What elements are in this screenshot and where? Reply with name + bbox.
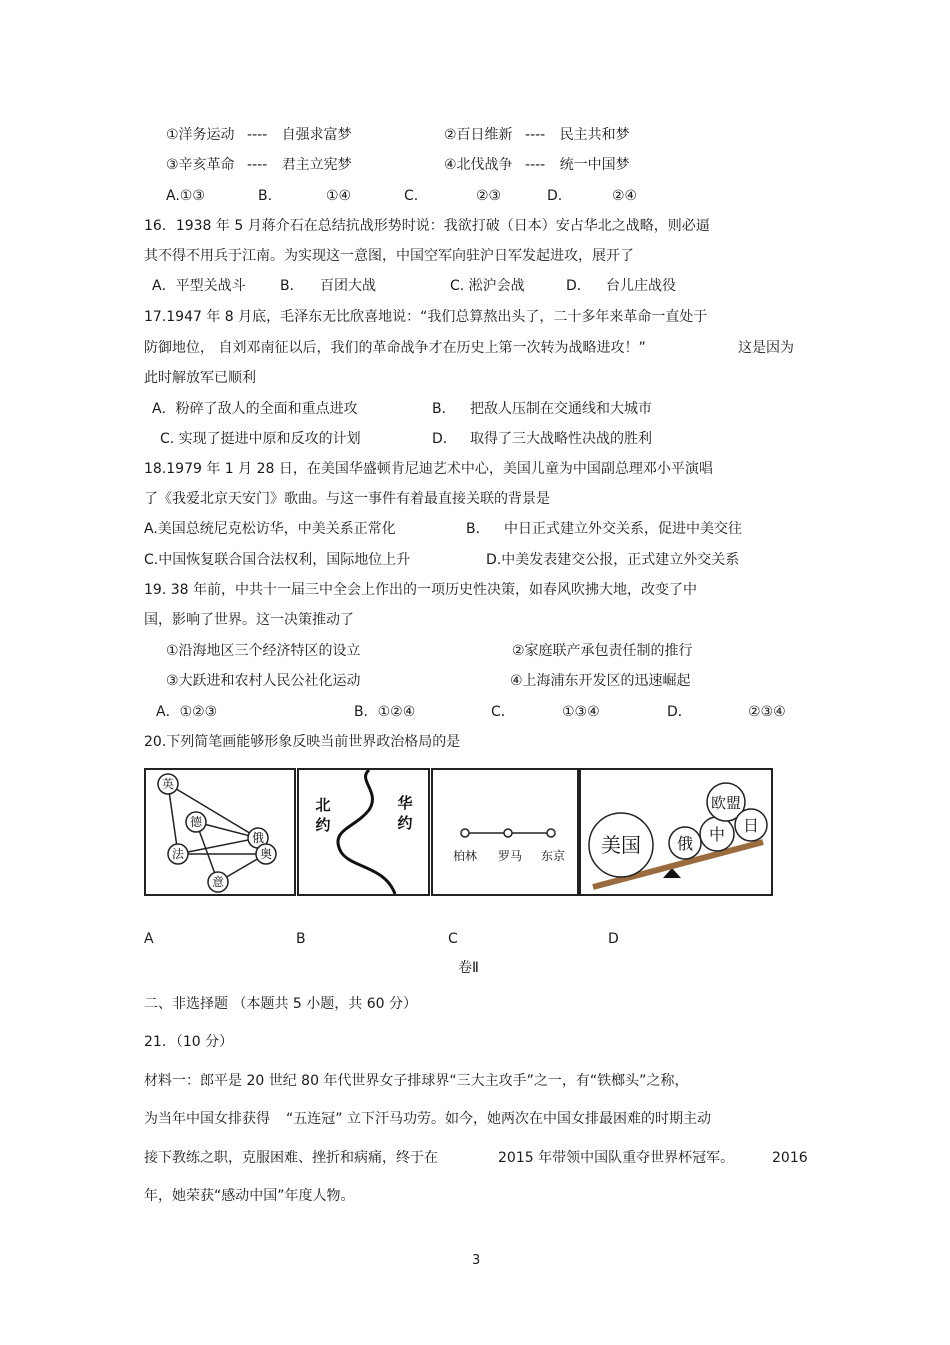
q18-stem-line1: 18.1979 年 1 月 28 日，在美国华盛顿肯尼迪艺术中心，美国儿童为中国副总理邓小平演唱 (144, 461, 713, 477)
q21-material-line2a: 为当年中国女排获得 (144, 1111, 270, 1127)
q15-option-d-label: D. (547, 188, 563, 204)
q19-option-d: ②③④ (748, 704, 786, 720)
figure-a-graphic (146, 770, 294, 894)
q16-stem-line2: 其不得不用兵于江南。为实现这一意图，中国空军向驻沪日军发起进攻，展开了 (144, 248, 634, 264)
q15-item-4-sep: ---- (525, 157, 546, 173)
q15-item-1-num: ①洋务运动 (166, 127, 235, 143)
figure-b-right-char1: 华 (397, 794, 413, 812)
q18-stem-line2: 了《我爱北京天安门》歌曲。与这一事件有着最直接关联的背景是 (144, 491, 550, 507)
q19-option-c: ①③④ (562, 704, 600, 720)
figure-b-graphic (299, 770, 428, 894)
q15-item-3-sep: ---- (247, 157, 268, 173)
q17-stem-line2: 防御地位， 自刘邓南征以后，我们的革命战争才在历史上第一次转为战略进攻！” (144, 340, 646, 356)
q15-item-1-text: 自强求富梦 (281, 127, 352, 143)
q17-option-b: 把敌人压制在交通线和大城市 (470, 401, 652, 417)
q16-option-d-label: D． (566, 278, 591, 294)
q19-item-4: ④上海浦东开发区的迅速崛起 (510, 673, 691, 689)
q19-stem-line1: 19. 38 年前，中共十一届三中全会上作出的一项历史性决策，如春风吹拂大地，改变了中 (144, 582, 697, 598)
q18-option-b: 中日正式建立外交关系，促进中美交往 (504, 521, 742, 537)
q17-stem-line1: 17.1947 年 8 月底，毛泽东无比欣喜地说：“我们总算熬出头了，二十多年来革命一直处于 (144, 309, 708, 325)
figure-label-c: C (448, 931, 458, 947)
q18-option-d: D.中美发表建交公报，正式建立外交关系 (486, 552, 740, 568)
q15-option-a: A.①③ (166, 188, 205, 204)
q19-option-c-label: C． (491, 704, 515, 720)
q15-item-3-num: ③辛亥革命 (166, 157, 235, 173)
figure-a-node-austria: 奥 (259, 847, 273, 861)
figure-d (579, 768, 773, 896)
figure-c-graphic (433, 770, 577, 894)
q16-option-d: 台儿庄战役 (606, 278, 676, 294)
q15-option-c-label: C. (404, 188, 419, 204)
figure-b-right-char2: 约 (397, 814, 413, 832)
figure-d-graphic (581, 770, 771, 894)
figure-d-japan: 日 (742, 816, 760, 835)
q18-option-a: A.美国总统尼克松访华，中美关系正常化 (144, 521, 396, 537)
q21-material-line4: 年，她荣获“感动中国”年度人物。 (144, 1188, 355, 1204)
figure-a-node-uk: 英 (161, 777, 175, 791)
figure-b-left-char2: 约 (315, 816, 331, 834)
q16-option-b: 百团大战 (320, 278, 376, 294)
q15-item-2-sep: ---- (525, 127, 546, 143)
figure-a-node-russia: 俄 (251, 831, 265, 845)
q16-stem-line1: 16．1938 年 5 月蒋介石在总结抗战形势时说：我欲打破（日本）安占华北之战略，则必逼 (144, 218, 710, 234)
q17-option-d: 取得了三大战略性决战的胜利 (470, 431, 652, 447)
q16-option-b-label: B． (280, 278, 304, 294)
figure-b-divide-line (338, 770, 395, 894)
q19-option-a: A．①②③ (156, 704, 218, 720)
q19-option-b: B．①②④ (354, 704, 416, 720)
figure-label-a: A (144, 931, 154, 947)
q17-option-d-label: D． (432, 431, 457, 447)
q17-option-a: A．粉碎了敌人的全面和重点进攻 (152, 401, 358, 417)
q15-option-c: ②③ (476, 188, 502, 204)
q15-item-1-sep: ---- (247, 127, 268, 143)
q15-item-2-text: 民主共和梦 (559, 127, 630, 143)
q15-item-4 (444, 156, 630, 174)
q15-item-4-num: ④北伐战争 (444, 157, 513, 173)
figure-label-b: B (296, 931, 306, 947)
q21-material-line2b: “五连冠” 立下汗马功劳。如今，她两次在中国女排最困难的时期主动 (286, 1111, 711, 1127)
q17-option-c: C. 实现了挺进中原和反攻的计划 (160, 431, 361, 447)
q16-option-c: C. 淞沪会战 (450, 278, 525, 294)
figure-d-china: 中 (708, 825, 726, 844)
q15-item-2-num: ②百日维新 (444, 127, 513, 143)
figure-d-usa: 美国 (601, 833, 641, 857)
q16-option-a: A．平型关战斗 (152, 278, 246, 294)
figure-b-left-char1: 北 (315, 796, 331, 814)
figure-c-city-rome: 罗马 (497, 849, 523, 863)
figure-c-city-berlin: 柏林 (452, 849, 478, 863)
q17-option-b-label: B． (432, 401, 456, 417)
figure-b (297, 768, 430, 896)
figure-a-node-france: 法 (171, 847, 185, 861)
q21-material-line3a: 接下教练之职，克服困难、挫折和病痛，终于在 (144, 1150, 438, 1166)
q21-material-line1: 材料一：郎平是 20 世纪 80 年代世界女子排球界“三大主攻手”之一，有“铁榔头”之称， (144, 1073, 689, 1089)
q15-item-4-text: 统一中国梦 (559, 157, 630, 173)
q19-item-2: ②家庭联产承包责任制的推行 (512, 643, 693, 659)
q17-stem-line2-tail: 这是因为 (738, 340, 794, 356)
figure-d-eu: 欧盟 (710, 794, 742, 812)
q15-item-1 (166, 126, 352, 144)
figure-d-russia: 俄 (676, 834, 694, 853)
q21-material-line3b: 2015 年带领中国队重夺世界杯冠军。 (498, 1150, 735, 1166)
figure-c (431, 768, 579, 896)
q15-item-3 (166, 156, 352, 174)
q19-item-1: ①沿海地区三个经济特区的设立 (166, 643, 361, 659)
q18-option-b-label: B． (466, 521, 490, 537)
figure-label-d: D (608, 931, 619, 947)
q15-option-b: ①④ (326, 188, 352, 204)
q15-item-2 (444, 126, 630, 144)
q19-option-d-label: D． (667, 704, 692, 720)
page-number: 3 (472, 1253, 481, 1268)
q21-title: 21．（10 分） (144, 1034, 234, 1050)
figure-a-node-germany: 德 (189, 815, 203, 829)
figure-a (144, 768, 296, 896)
figure-c-city-tokyo: 东京 (540, 849, 566, 863)
q18-option-c: C.中国恢复联合国合法权利，国际地位上升 (144, 552, 411, 568)
q19-item-3: ③大跃进和农村人民公社化运动 (166, 673, 361, 689)
q17-stem-line3: 此时解放军已顺利 (144, 370, 256, 386)
q15-option-d: ②④ (612, 188, 638, 204)
q20-stem: 20.下列简笔画能够形象反映当前世界政治格局的是 (144, 734, 461, 750)
volume-title: 卷Ⅱ (458, 960, 479, 976)
figure-a-node-italy: 意 (211, 875, 225, 889)
q15-option-b-label: B. (258, 188, 273, 204)
section-heading: 二、非选择题 （本题共 5 小题，共 60 分） (144, 996, 417, 1012)
q19-stem-line2: 国，影响了世界。这一决策推动了 (144, 612, 354, 628)
q15-item-3-text: 君主立宪梦 (281, 157, 352, 173)
q21-material-line3c: 2016 (772, 1150, 808, 1166)
